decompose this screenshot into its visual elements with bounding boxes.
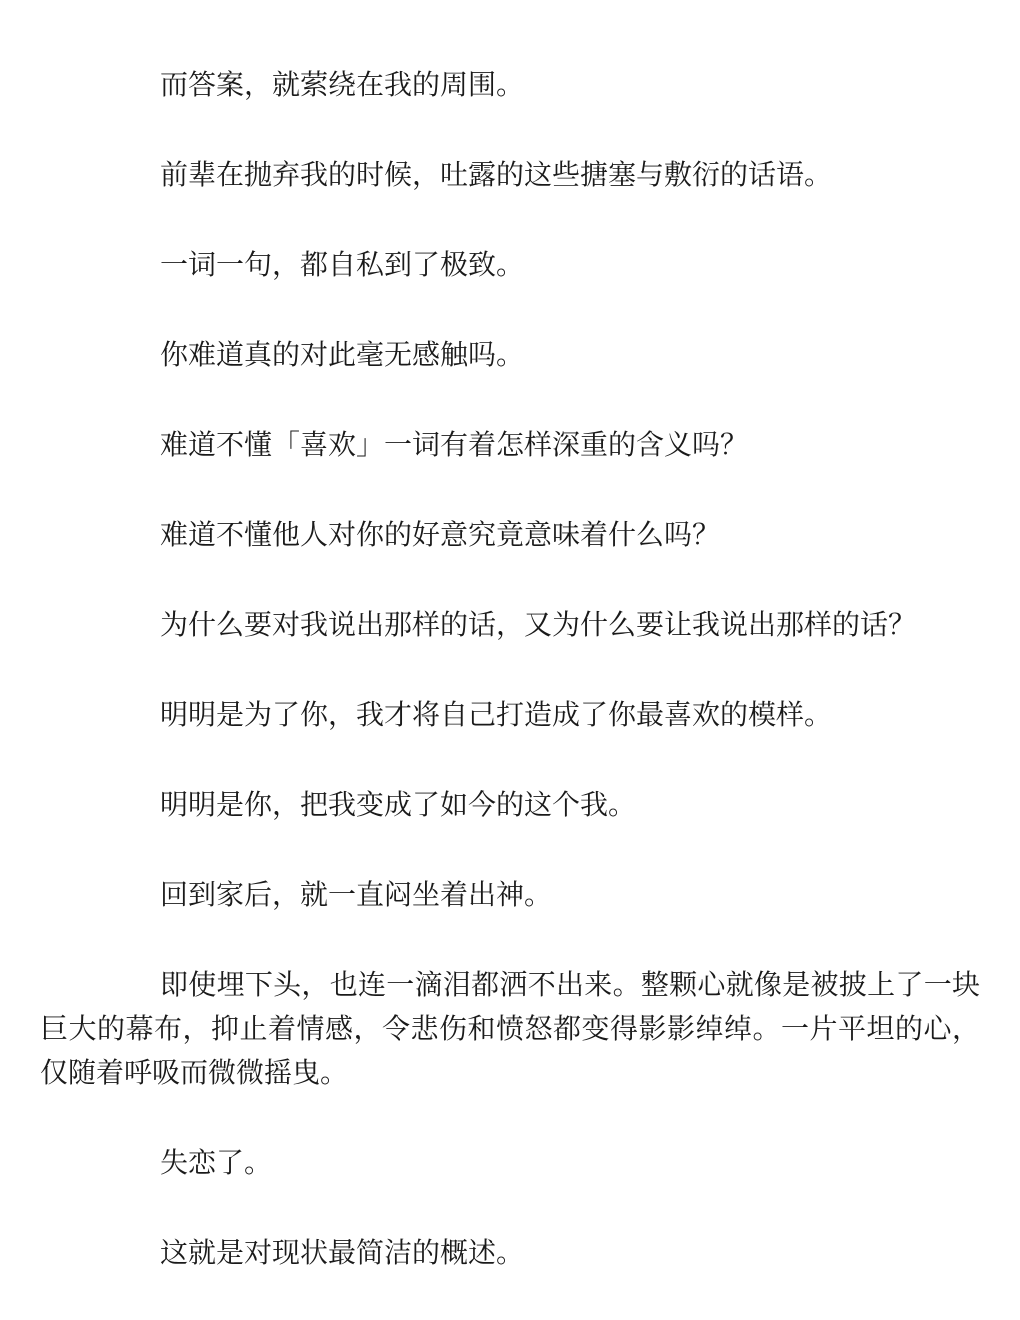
paragraph: 一词一句，都自私到了极致。 xyxy=(160,250,525,281)
paragraph: 即使埋下头，也连一滴泪都洒不出来。整颗心就像是被披上了一块巨大的幕布，抑止着情感，令悲伤和愤怒都变得影影绰绰。一片平坦的心，仅随着呼吸而微微摇曳。 xyxy=(40,970,980,1089)
paragraph: 难道不懂他人对你的好意究竟意味着什么吗？ xyxy=(160,520,721,551)
paragraph: 难道不懂「喜欢」一词有着怎样深重的含义吗？ xyxy=(160,430,749,461)
paragraph: 明明是你，把我变成了如今的这个我。 xyxy=(160,790,637,821)
paragraph: 回到家后，就一直闷坐着出神。 xyxy=(160,880,553,911)
paragraph: 前辈在抛弃我的时候，吐露的这些搪塞与敷衍的话语。 xyxy=(160,160,833,191)
paragraph: 为什么要对我说出那样的话，又为什么要让我说出那样的话？ xyxy=(160,610,917,641)
paragraph: 而答案，就萦绕在我的周围。 xyxy=(160,70,525,101)
paragraph: 失恋了。 xyxy=(160,1148,273,1179)
paragraph: 这就是对现状最简洁的概述。 xyxy=(160,1238,525,1269)
paragraph: 明明是为了你，我才将自己打造成了你最喜欢的模样。 xyxy=(160,700,833,731)
paragraph: 你难道真的对此毫无感触吗。 xyxy=(160,340,525,371)
